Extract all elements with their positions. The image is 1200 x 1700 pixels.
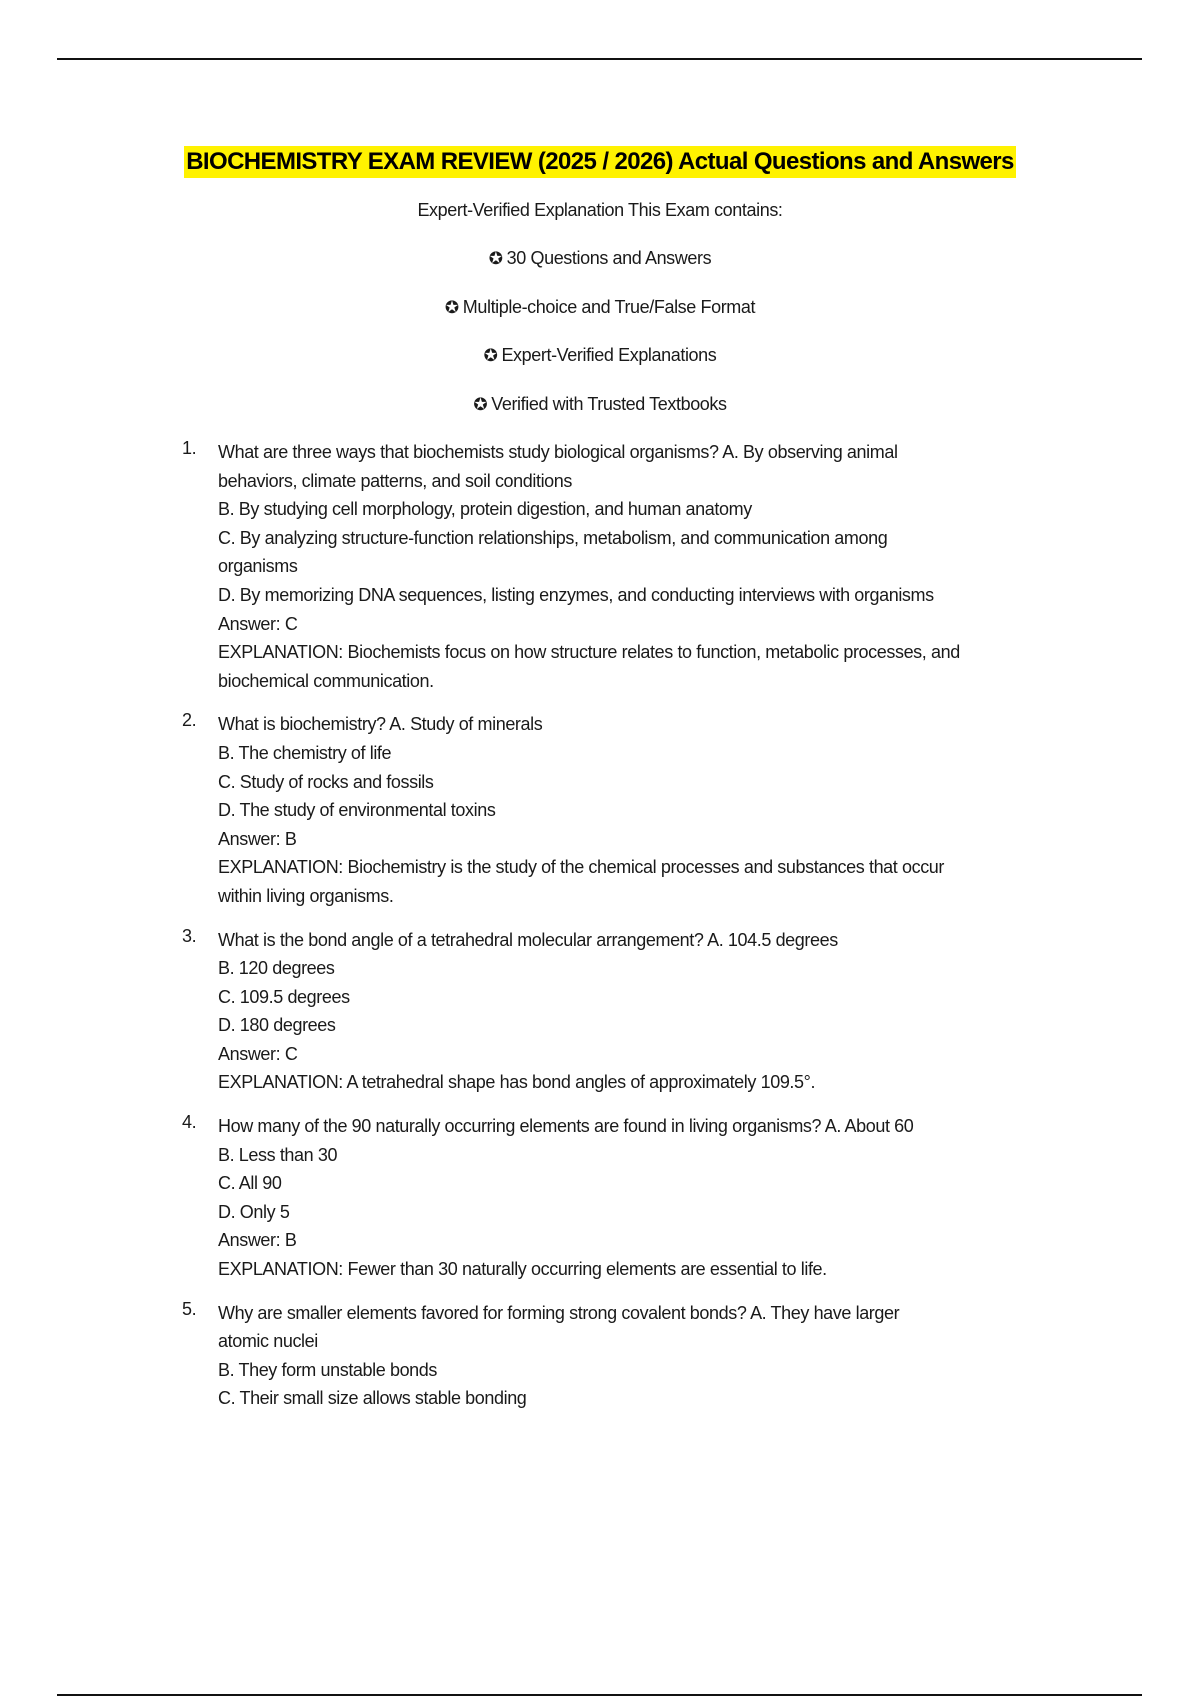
- question-body: [218, 710, 1118, 910]
- question-line: C. By analyzing structure-function relationships, metabolism, and communication among: [218, 527, 888, 548]
- question-body: [218, 1112, 1118, 1284]
- question-line: Why are smaller elements favored for forming strong covalent bonds? A. They have larger: [218, 1302, 900, 1323]
- question-line: C. All 90: [218, 1173, 282, 1194]
- question-line: How many of the 90 naturally occurring elements are found in living organisms? A. About 60: [218, 1116, 914, 1137]
- question-line: atomic nuclei: [218, 1331, 318, 1352]
- question-line: C. Study of rocks and fossils: [218, 771, 434, 792]
- title-container: [0, 146, 1200, 178]
- question-line: C. 109.5 degrees: [218, 986, 350, 1007]
- question-body: [218, 1299, 1118, 1413]
- feature-item: [0, 297, 1200, 318]
- question-number: 1.: [182, 438, 197, 458]
- question-item: [0, 710, 1200, 910]
- feature-text: 30 Questions and Answers: [506, 248, 712, 268]
- question-line: organisms: [218, 556, 298, 577]
- question-item: [0, 438, 1200, 695]
- question-line: B. 120 degrees: [218, 958, 335, 979]
- question-number: 3.: [182, 925, 197, 946]
- question-line: What is the bond angle of a tetrahedral molecular arrangement? A. 104.5 degrees: [218, 929, 838, 950]
- question-line: Answer: C: [218, 613, 298, 634]
- feature-text: Multiple-choice and True/False Format: [462, 296, 756, 317]
- star-bullet-icon: ✪: [488, 249, 503, 268]
- feature-item: [0, 345, 1200, 366]
- question-list: [0, 438, 1200, 1428]
- star-bullet-icon: ✪: [483, 346, 498, 365]
- question-line: B. They form unstable bonds: [218, 1359, 437, 1380]
- feature-text: Verified with Trusted Textbooks: [491, 393, 727, 414]
- question-line: B. The chemistry of life: [218, 742, 392, 763]
- question-item: [0, 1112, 1200, 1284]
- question-body: [218, 438, 1118, 695]
- star-bullet-icon: ✪: [473, 394, 488, 414]
- question-line: behaviors, climate patterns, and soil conditions: [218, 470, 573, 491]
- question-item: [0, 1299, 1200, 1413]
- question-line: Answer: C: [218, 1043, 298, 1064]
- question-number: 2.: [182, 710, 197, 731]
- question-item: [0, 926, 1200, 1098]
- question-line: EXPLANATION: Biochemists focus on how structure relates to function, metabolic processes, and: [218, 642, 960, 663]
- question-line: B. Less than 30: [218, 1144, 338, 1165]
- question-line: EXPLANATION: Biochemistry is the study of the chemical processes and substances that occur: [218, 857, 945, 878]
- question-line: EXPLANATION: A tetrahedral shape has bond angles of approximately 109.5°.: [218, 1072, 816, 1093]
- question-line: D. The study of environmental toxins: [218, 800, 496, 821]
- question-line: within living organisms.: [218, 885, 394, 906]
- question-number: 5.: [182, 1298, 197, 1319]
- question-line: B. By studying cell morphology, protein digestion, and human anatomy: [218, 499, 752, 520]
- question-line: EXPLANATION: Fewer than 30 naturally occurring elements are essential to life.: [218, 1259, 827, 1280]
- feature-text: Expert-Verified Explanations: [501, 345, 717, 365]
- question-line: biochemical communication.: [218, 670, 434, 691]
- question-line: D. By memorizing DNA sequences, listing enzymes, and conducting interviews with organisms: [218, 584, 934, 605]
- question-line: Answer: B: [218, 1230, 297, 1251]
- question-line: D. 180 degrees: [218, 1015, 336, 1036]
- page-title: BIOCHEMISTRY EXAM REVIEW (2025 / 2026) Actual Questions and Answers: [184, 146, 1016, 178]
- bottom-rule: [57, 1694, 1142, 1696]
- question-line: What is biochemistry? A. Study of minerals: [218, 714, 543, 735]
- top-rule: [57, 58, 1142, 60]
- question-line: What are three ways that biochemists study biological organisms? A. By observing animal: [218, 442, 898, 462]
- question-line: Answer: B: [218, 828, 297, 849]
- feature-item: [0, 394, 1200, 415]
- question-line: D. Only 5: [218, 1201, 290, 1222]
- feature-item: [0, 248, 1200, 269]
- question-body: [218, 926, 1118, 1098]
- star-bullet-icon: ✪: [444, 297, 459, 317]
- subtitle: Expert-Verified Explanation This Exam contains:: [417, 200, 783, 220]
- question-number: 4.: [182, 1112, 197, 1133]
- question-line: C. Their small size allows stable bonding: [218, 1388, 527, 1409]
